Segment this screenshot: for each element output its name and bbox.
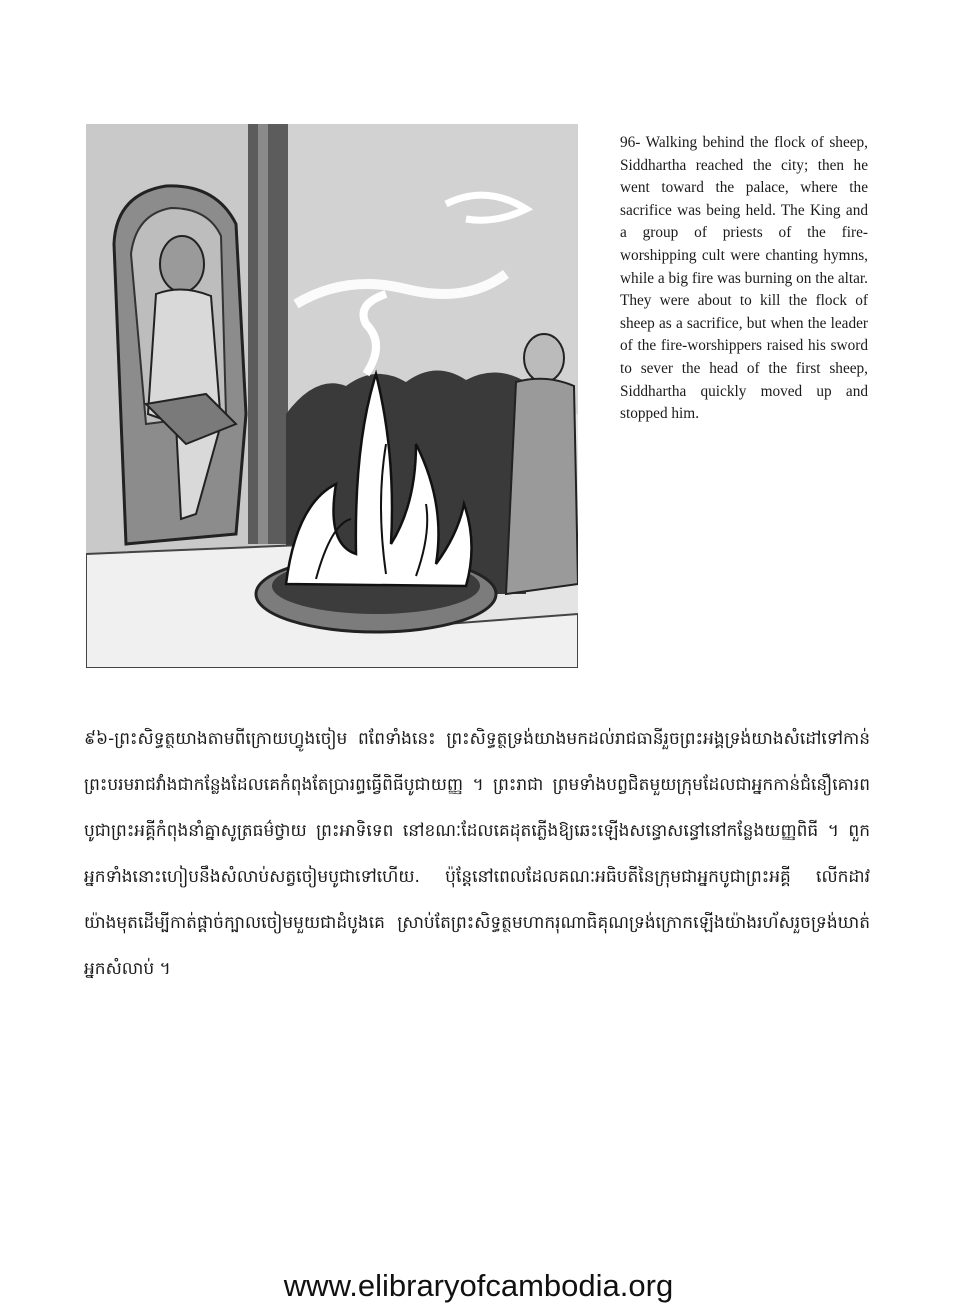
khmer-caption: ៩៦-ព្រះសិទ្ធត្ថយាងតាមពីក្រោយហ្វូងចៀម ពពែទាំងនេះ ព្រះសិទ្ធត្ថទ្រង់យាងមកដល់រាជធានីរួចព្រះអង្គទ្រង់យាងសំដៅទៅកាន់ព្រះបរមរាជវាំងជាកន្លែងដែលគេកំពុងតែប្រារព្ធធ្វើពិធីបូជាយញ្ញ ។ ព្រះរាជា ព្រមទាំងបព្វជិតមួយក្រុមដែលជាអ្នកកាន់ជំនឿគោរពបូជាព្រះអគ្គីកំពុងនាំគ្នាសូត្រធម៌ថ្វាយ ព្រះអាទិទេព នៅខណៈដែលគេដុតភ្លើងឱ្យឆេះឡើងសន្ធោសន្ធៅនៅកន្លែងយញ្ញពិធី ។ ពួកអ្នកទាំងនោះហៀបនឹងសំលាប់សត្វចៀមបូជាទៅហើយ. ប៉ុន្តែនៅពេលដែលគណៈអធិបតីនៃក្រុមជាអ្នកបូជាព្រះអគ្គី លើកដាវយ៉ាងមុតដើម្បីកាត់ផ្ដាច់ក្បាលចៀមមួយជាដំបូងគេ ស្រាប់តែព្រះសិទ្ធត្ថមហាករុណាធិគុណទ្រង់ក្រោកឡើងយ៉ាងរហ័សរួចទ្រង់ឃាត់អ្នកសំលាប់ ។ — [84, 729, 870, 979]
sacrifice-illustration — [86, 124, 578, 668]
footer-url: www.elibraryofcambodia.org — [283, 1268, 674, 1303]
english-caption: 96- Walking behind the flock of sheep, Siddhartha reached the city; then he went toward the palace, where the sacrifice was being held. The King and a group of priests of the fire-worshipping cult were chanting hymns, while a big fire was burning on the altar. They were about to kill the flock of sheep as a sacrifice, but when the leader of the fire-worshippers raised his sword to sever the head of the first sheep, Siddhartha quickly moved up and stopped him. — [620, 134, 868, 423]
